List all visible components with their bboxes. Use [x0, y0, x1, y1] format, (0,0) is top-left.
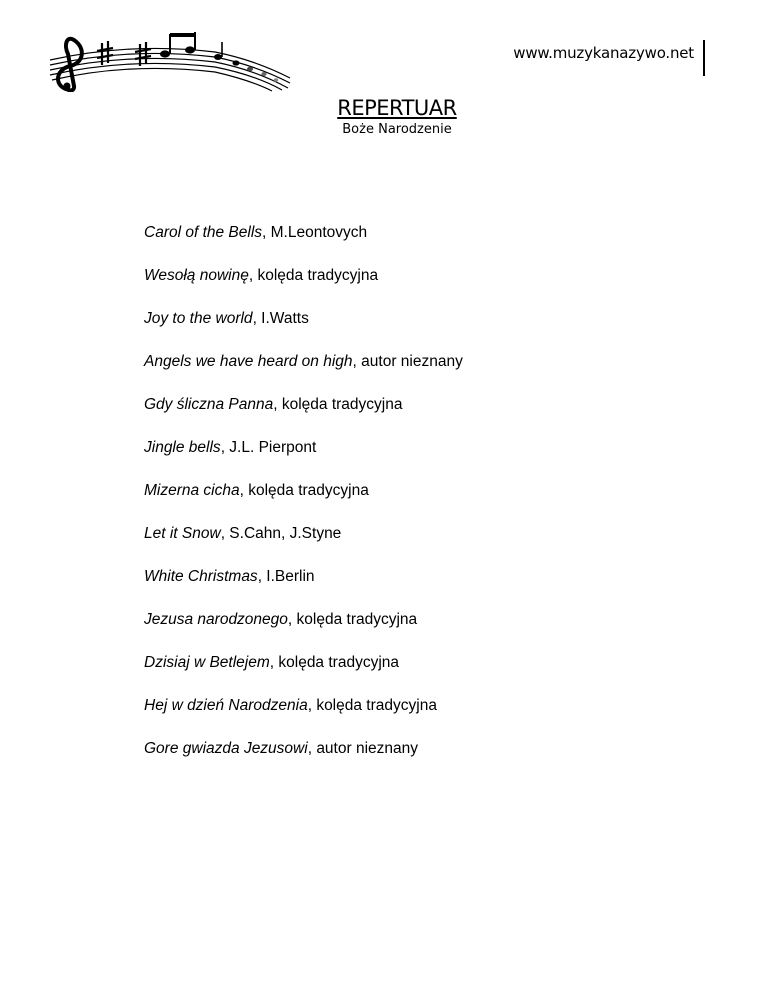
song-author: , kolęda tradycyjna	[307, 697, 437, 714]
song-author: , I.Watts	[252, 310, 309, 327]
song-item	[144, 396, 463, 439]
song-item	[144, 611, 463, 654]
song-item	[144, 740, 463, 783]
song-author: , autor nieznany	[352, 353, 463, 370]
title-block	[0, 96, 768, 137]
song-title: Dzisiaj w Betlejem	[144, 654, 270, 671]
page-title: REPERTUAR	[337, 96, 457, 120]
song-title: Mizerna cicha	[144, 482, 240, 499]
site-url: www.muzykanazywo.net	[513, 44, 694, 62]
song-item	[144, 525, 463, 568]
song-title: Angels we have heard on high	[144, 353, 353, 370]
song-item	[144, 224, 463, 267]
song-author: , kolęda tradycyjna	[248, 267, 379, 284]
header-divider	[703, 40, 705, 76]
song-author: , kolęda tradycyjna	[269, 654, 400, 671]
song-author: , S.Cahn, J.Styne	[220, 525, 342, 542]
music-notes-logo	[40, 30, 295, 92]
song-author: , kolęda tradycyjna	[273, 396, 403, 413]
song-author: , I.Berlin	[257, 568, 315, 585]
song-item	[144, 267, 463, 310]
song-title: Let it Snow	[144, 525, 221, 542]
song-title: Hej w dzień Narodzenia	[144, 697, 308, 714]
note-icons	[160, 32, 278, 82]
treble-clef-icon	[58, 39, 82, 91]
song-author: , M.Leontovych	[262, 224, 368, 241]
song-title: Gore gwiazda Jezusowi	[144, 740, 308, 757]
song-title: Gdy śliczna Panna	[144, 396, 274, 413]
page-subtitle: Boże Narodzenie	[342, 122, 452, 137]
song-item	[144, 439, 463, 482]
song-title: Jingle bells	[144, 439, 221, 456]
song-item	[144, 353, 463, 396]
song-title: Carol of the Bells	[144, 224, 263, 241]
song-item	[144, 310, 463, 353]
song-item	[144, 568, 463, 611]
song-author: , J.L. Pierpont	[220, 439, 317, 456]
song-item	[144, 654, 463, 697]
song-title: Jezusa narodzonego	[144, 611, 288, 628]
song-author: , kolęda tradycyjna	[287, 611, 418, 628]
song-title: Joy to the world	[144, 310, 253, 327]
song-item	[144, 697, 463, 740]
song-author: , autor nieznany	[307, 740, 418, 757]
song-author: , kolęda tradycyjna	[239, 482, 369, 499]
song-item	[144, 482, 463, 525]
song-list	[144, 224, 463, 783]
song-title: Wesołą nowinę	[144, 267, 249, 284]
song-title: White Christmas	[144, 568, 258, 585]
